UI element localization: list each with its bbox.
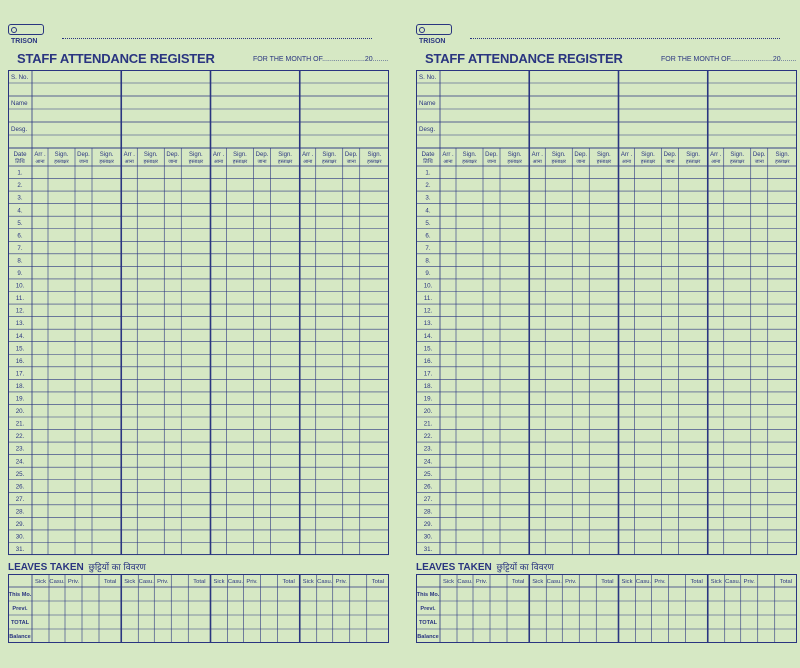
attendance-grid [8, 70, 389, 557]
column-label-hi: जाना [257, 159, 267, 165]
day-number: 11. [423, 295, 433, 303]
column-label-hi: आना [303, 159, 313, 165]
day-number: 13. [15, 320, 25, 328]
leaves-column-label: Priv. [67, 579, 80, 585]
day-number: 7. [425, 244, 431, 252]
column-label-hi: हस्ताक्षर [367, 159, 382, 165]
day-number: 17. [423, 370, 433, 378]
month-field: FOR THE MONTH OF......................20........ [253, 56, 389, 63]
column-label: Sign. [507, 152, 522, 158]
day-number: 15. [15, 345, 25, 353]
leaves-column-label: Priv. [335, 579, 347, 585]
leaves-row-label: Previ. [420, 606, 436, 613]
day-number: 9. [425, 270, 431, 277]
day-number: 28. [15, 508, 25, 516]
page-title: STAFF ATTENDANCE REGISTER [425, 51, 623, 66]
day-number: 14. [423, 332, 433, 340]
column-label-hi: जाना [576, 159, 586, 165]
trison-logo-icon [419, 27, 425, 33]
column-label-hi: जाना [168, 159, 178, 165]
column-label: Sign. [143, 152, 158, 158]
day-number: 24. [423, 458, 433, 466]
leaves-column-label: Sick [213, 579, 225, 585]
column-label-hi: हस्ताक्षर [730, 159, 745, 165]
day-number: 7. [17, 244, 23, 252]
leaves-column-label: Priv. [157, 579, 169, 585]
day-number: 13. [423, 320, 433, 328]
column-label-hi: जाना [754, 159, 764, 165]
header-row-label: Desg. [419, 126, 436, 133]
leaves-column-label: Casu. [49, 579, 65, 585]
column-label: Arr . [302, 152, 314, 158]
leaves-row-label: TOTAL [10, 620, 30, 627]
day-number: 26. [15, 483, 25, 491]
day-number: 28. [423, 508, 433, 516]
day-number: 22. [15, 433, 25, 441]
register-page-right [408, 0, 798, 668]
column-label-hi: हस्ताक्षर [232, 159, 248, 165]
column-label: Sign. [462, 152, 477, 158]
leaves-column-label: Sick [302, 579, 314, 585]
leaves-column-label: Sick [532, 579, 544, 585]
day-number: 25. [423, 470, 433, 478]
leaves-column-label: Casu. [138, 579, 154, 585]
leaves-grid [8, 574, 389, 648]
leaves-title-hi: छुट्टियों का विवरण [88, 562, 146, 572]
day-number: 10. [15, 282, 25, 290]
day-number: 8. [17, 257, 23, 265]
day-number: 23. [423, 445, 433, 453]
column-label-hi: आना [711, 159, 721, 165]
column-label: Dep. [574, 152, 588, 158]
leaves-row-label: This Mo. [416, 592, 440, 599]
leaves-column-label: Total [193, 579, 206, 585]
grid-border [9, 71, 389, 555]
leaves-column-label: Sick [621, 579, 633, 585]
header-row-label: Desg. [11, 126, 28, 133]
column-label: Dep. [255, 152, 269, 158]
day-number: 3. [425, 194, 431, 202]
leaves-column-label: Total [690, 579, 703, 585]
leaves-grid [416, 574, 797, 648]
column-label: Sign. [641, 152, 655, 158]
day-number: 20. [423, 408, 433, 416]
leaves-row-label: TOTAL [418, 620, 438, 627]
day-number: 12. [15, 307, 25, 315]
day-number: 16. [15, 357, 25, 365]
column-label: Arr . [123, 152, 135, 158]
brand-name: TRISON [11, 38, 38, 45]
column-label: Dep. [663, 152, 677, 158]
day-number: 11. [15, 295, 25, 303]
day-number: 31. [423, 546, 433, 554]
column-label-hi: आना [35, 159, 45, 165]
day-number: 29. [423, 521, 433, 528]
header-row-label: Name [419, 100, 436, 107]
brand-logo [8, 24, 44, 45]
day-number: 16. [423, 357, 433, 365]
attendance-grid [416, 70, 797, 557]
column-label: Dep. [344, 152, 358, 158]
register-page-left [0, 0, 390, 668]
day-number: 2. [425, 182, 431, 190]
header-row-label: S. No. [11, 74, 29, 81]
date-label-hi: तिथि [15, 159, 25, 165]
leaves-column-label: Priv. [246, 579, 258, 585]
column-label: Arr . [212, 152, 225, 158]
leaves-column-label: Casu. [725, 579, 741, 585]
leaves-column-label: Casu. [457, 579, 473, 585]
leaves-column-label: Total [601, 579, 614, 585]
leaves-column-label: Casu. [635, 579, 652, 585]
leaves-column-label: Total [512, 579, 525, 585]
column-label: Sign. [99, 152, 114, 158]
column-label: Arr . [34, 152, 46, 158]
leaves-column-label: Total [779, 579, 792, 585]
day-number: 26. [423, 483, 433, 491]
brand-name: TRISON [419, 38, 446, 45]
date-label: Date [421, 151, 435, 158]
leaves-column-label: Sick [124, 579, 136, 585]
day-number: 27. [423, 495, 433, 503]
leaves-column-label: Total [282, 579, 295, 585]
column-label-hi: जाना [665, 159, 675, 165]
dotted-line [470, 38, 780, 39]
leaves-column-label: Total [371, 579, 384, 585]
leaves-column-label: Sick [443, 579, 454, 585]
column-label: Sign. [686, 152, 700, 158]
column-label: Sign. [551, 152, 566, 158]
column-label-hi: हस्ताक्षर [143, 159, 158, 165]
day-number: 6. [17, 232, 23, 240]
grid-border [417, 71, 797, 555]
day-number: 22. [423, 433, 433, 441]
brand-logo [416, 24, 452, 45]
day-number: 30. [423, 533, 433, 541]
column-label-hi: आना [621, 159, 632, 165]
leaves-title-en: LEAVES TAKEN [416, 562, 492, 573]
column-label-hi: आना [532, 159, 542, 165]
date-label: Date [13, 151, 27, 158]
column-label: Arr . [531, 152, 543, 158]
column-label: Sign. [322, 152, 337, 158]
leaves-column-label: Casu. [317, 579, 333, 585]
column-label-hi: जाना [486, 159, 497, 165]
day-number: 19. [423, 395, 433, 403]
header-row-label: S. No. [419, 74, 437, 81]
day-number: 5. [425, 219, 431, 227]
column-label-hi: हस्ताक्षर [188, 159, 204, 165]
day-number: 21. [423, 420, 433, 428]
column-label-hi: आना [124, 159, 134, 165]
leaves-title-hi: छुट्टियों का विवरण [496, 562, 554, 572]
day-number: 8. [425, 257, 431, 265]
day-number: 15. [423, 345, 433, 353]
day-number: 17. [15, 370, 25, 378]
day-number: 6. [425, 232, 431, 240]
column-label: Arr . [710, 152, 722, 158]
column-label: Sign. [367, 152, 382, 158]
dotted-line [62, 38, 372, 39]
day-number: 27. [15, 495, 25, 503]
column-label: Sign. [189, 152, 203, 158]
leaves-column-label: Casu. [546, 579, 562, 585]
day-number: 25. [15, 470, 25, 478]
column-label-hi: आना [443, 159, 453, 165]
column-label-hi: जाना [346, 159, 356, 165]
day-number: 23. [15, 445, 25, 453]
leaves-title [416, 560, 554, 573]
day-number: 24. [15, 458, 25, 466]
leaves-title [8, 560, 146, 573]
day-number: 21. [15, 420, 25, 428]
month-field: FOR THE MONTH OF......................20........ [661, 56, 797, 63]
leaves-column-label: Priv. [565, 579, 577, 585]
leaves-column-label: Sick [710, 579, 722, 585]
date-label-hi: तिथि [423, 159, 433, 165]
leaves-column-label: Sick [35, 579, 46, 585]
column-label-hi: हस्ताक्षर [640, 159, 656, 165]
column-label: Sign. [775, 152, 790, 158]
column-label-hi: जाना [78, 159, 89, 165]
leaves-row-label: Balance [417, 634, 439, 641]
leaves-column-label: Priv. [743, 579, 755, 585]
day-number: 20. [15, 408, 25, 416]
leaves-column-label: Total [104, 579, 117, 585]
page-title: STAFF ATTENDANCE REGISTER [17, 51, 215, 66]
column-label-hi: हस्ताक्षर [551, 159, 566, 165]
column-label: Dep. [752, 152, 766, 158]
day-number: 18. [15, 382, 25, 390]
leaves-column-label: Casu. [227, 579, 244, 585]
leaves-row-label: Balance [9, 634, 31, 641]
day-number: 3. [17, 194, 23, 202]
column-label: Arr . [442, 152, 454, 158]
column-label-hi: हस्ताक्षर [775, 159, 790, 165]
column-label: Sign. [278, 152, 292, 158]
column-label-hi: हस्ताक्षर [462, 159, 477, 165]
column-label: Dep. [166, 152, 180, 158]
column-label: Sign. [233, 152, 247, 158]
column-label: Sign. [730, 152, 745, 158]
column-label-hi: हस्ताक्षर [277, 159, 293, 165]
column-label: Dep. [77, 152, 90, 158]
trison-logo-icon [11, 27, 17, 33]
day-number: 5. [17, 219, 23, 227]
column-label-hi: हस्ताक्षर [322, 159, 337, 165]
day-number: 4. [17, 207, 23, 215]
day-number: 2. [17, 182, 23, 190]
column-label-hi: हस्ताक्षर [596, 159, 612, 165]
leaves-column-label: Priv. [654, 579, 666, 585]
header-row-label: Name [11, 100, 28, 107]
column-label-hi: आना [213, 159, 224, 165]
leaves-row-label: This Mo. [8, 592, 32, 599]
column-label-hi: हस्ताक्षर [507, 159, 522, 165]
day-number: 1. [425, 169, 431, 177]
leaves-row-label: Previ. [12, 606, 28, 613]
column-label-hi: हस्ताक्षर [54, 159, 69, 165]
leaves-title-en: LEAVES TAKEN [8, 562, 84, 573]
column-label-hi: हस्ताक्षर [685, 159, 701, 165]
day-number: 4. [425, 207, 431, 215]
day-number: 10. [423, 282, 433, 290]
day-number: 1. [17, 169, 23, 177]
day-number: 9. [17, 270, 23, 277]
leaves-column-label: Priv. [475, 579, 488, 585]
column-label: Sign. [597, 152, 611, 158]
column-label-hi: हस्ताक्षर [99, 159, 114, 165]
column-label: Arr . [620, 152, 633, 158]
day-number: 31. [15, 546, 25, 554]
day-number: 12. [423, 307, 433, 315]
column-label: Sign. [54, 152, 69, 158]
day-number: 29. [15, 521, 25, 528]
day-number: 14. [15, 332, 25, 340]
day-number: 18. [423, 382, 433, 390]
column-label: Dep. [485, 152, 498, 158]
day-number: 19. [15, 395, 25, 403]
day-number: 30. [15, 533, 25, 541]
